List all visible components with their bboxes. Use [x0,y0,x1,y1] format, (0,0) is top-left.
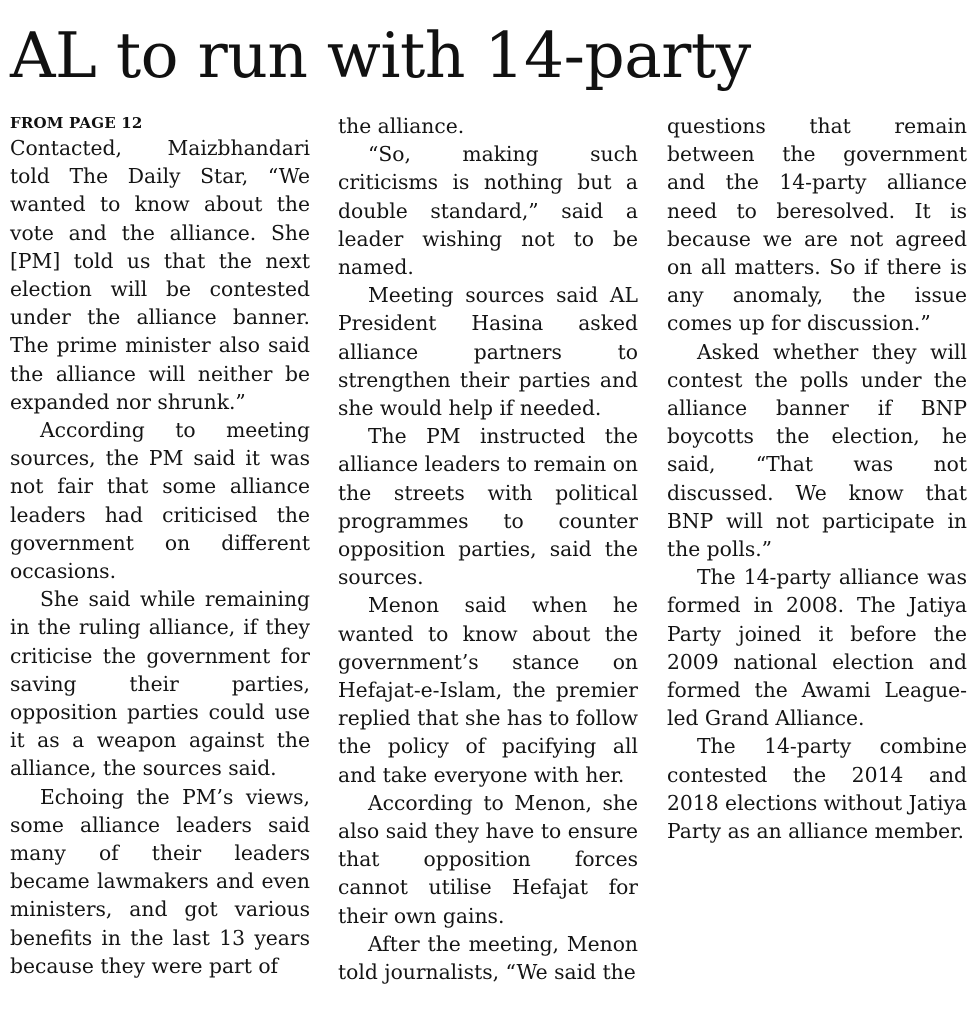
headline: AL to run with 14-party [10,19,751,92]
article-column-1 [10,112,310,980]
paragraph-10-continued: questions that remain between the government and the 14-party alliance need to beresolved. It is because we are not agreed on all matters. So if there is any anomaly, the issue comes up for discussion.” [667,114,967,336]
paragraph-5: “So, making such criticisms is nothing but a double standard,” said a leader wishing not to be named. [338,142,638,280]
paragraph-4: Echoing the PM’s views, some alliance leaders said many of their leaders became lawmakers and even ministers, and got various benefits in the last 13 years because they were part of [10,784,310,978]
paragraph-2: According to meeting sources, the PM said it was not fair that some alliance leaders had criticised the government on different occasions. [10,418,310,584]
paragraph-1: Contacted, Maizbhandari told The Daily Star, “We wanted to know about the vote and the alliance. She [PM] told us that the next election will be contested under the alliance banner. The prime minister also said the alliance will neither be expanded nor shrunk.” [10,136,310,414]
paragraph-7: The PM instructed the alliance leaders to remain on the streets with political programmes to counter opposition parties, said the sources. [338,424,638,590]
jump-label: FROM PAGE 12 [10,114,143,132]
article-column-3 [667,112,967,845]
article-column-2 [338,112,638,986]
paragraph-8: Menon said when he wanted to know about the government’s stance on Hefajat-e-Islam, the premier replied that she has to follow the policy of pacifying all and take everyone with her. [338,593,638,787]
paragraph-10: After the meeting, Menon told journalists, “We said the [338,931,638,985]
paragraph-13: The 14-party combine contested the 2014 and 2018 elections without Jatiya Party as an alliance member. [667,734,968,844]
paragraph-9: According to Menon, she also said they have to ensure that opposition forces cannot utilise Hefajat for their own gains. [338,790,638,928]
paragraph-11: Asked whether they will contest the polls under the alliance banner if BNP boycotts the election, he said, “That was not discussed. We know that BNP will not participate in the polls.” [667,339,967,562]
paragraph-3: She said while remaining in the ruling alliance, if they criticise the government for saving their parties, opposition parties could use it as a weapon against the alliance, the sources said. [10,587,310,781]
paragraph-6: Meeting sources said AL President Hasina asked alliance partners to strengthen their parties and she would help if needed. [338,283,638,421]
paragraph-4-continued: the alliance. [338,114,465,138]
paragraph-12: The 14-party alliance was formed in 2008. The Jatiya Party joined it before the 2009 national election and formed the Awami League-led Grand Alliance. [667,565,967,731]
